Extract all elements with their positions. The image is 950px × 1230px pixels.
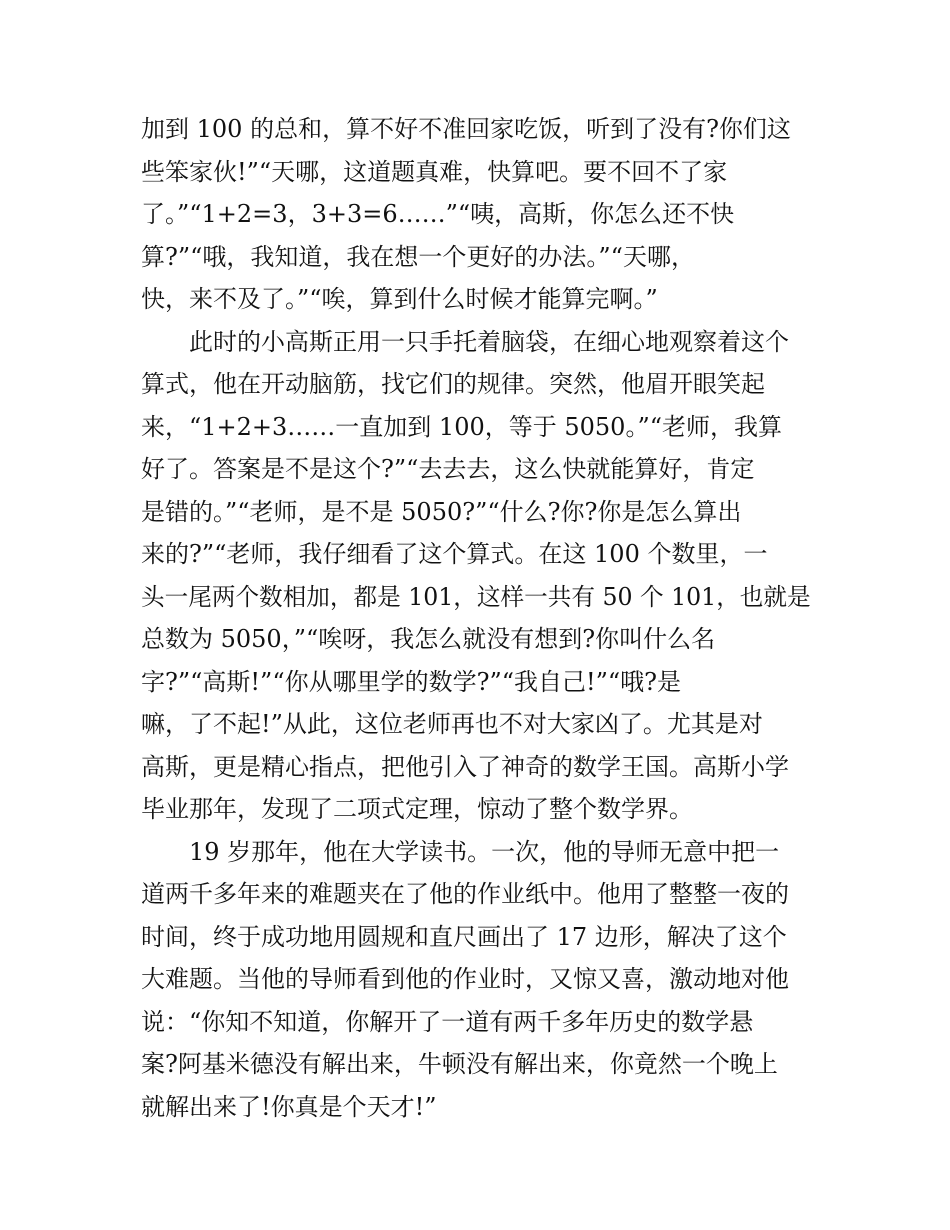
text-line: 是错的。”“老师，是不是 5050?”“什么?你?你是怎么算出	[141, 497, 742, 526]
text-line: 来的?”“老师，我仔细看了这个算式。在这 100 个数里，一	[141, 540, 768, 568]
text-line: 了。”“1+2=3，3+3=6……”“咦，高斯，你怎么还不快	[141, 200, 735, 228]
text-line: 总数为 5050，”“唉呀，我怎么就没有想到?你叫什么名	[141, 625, 716, 653]
text-line: 高斯，更是精心指点，把他引入了神奇的数学王国。高斯小学	[141, 752, 789, 781]
text-line: 字?”“高斯!”“你从哪里学的数学?”“我自己!”“哦?是	[141, 667, 682, 696]
text-line: 此时的小高斯正用一只手托着脑袋，在细心地观察着这个	[141, 327, 789, 356]
text-line: 快，来不及了。”“唉，算到什么时候才能算完啊。”	[141, 285, 658, 313]
text-line: 头一尾两个数相加，都是 101，这样一共有 50 个 101，也就是	[141, 582, 811, 611]
text-line: 案?阿基米德没有解出来，牛顿没有解出来，你竟然一个晚上	[141, 1050, 778, 1078]
text-line: 算?”“哦，我知道，我在想一个更好的办法。”“天哪，	[141, 242, 695, 271]
text-line: 道两千多年来的难题夹在了他的作业纸中。他用了整整一夜的	[141, 880, 789, 908]
text-line: 说：“你知不知道，你解开了一道有两千多年历史的数学悬	[141, 1007, 754, 1036]
text-line: 些笨家伙!”“天哪，这道题真难，快算吧。要不回不了家	[141, 157, 728, 186]
text-line: 时间，终于成功地用圆规和直尺画出了 17 边形，解决了这个	[141, 922, 787, 951]
text-line: 嘛，了不起!”从此，这位老师再也不对大家凶了。尤其是对	[141, 710, 763, 738]
text-line: 19 岁那年，他在大学读书。一次，他的导师无意中把一	[141, 837, 780, 866]
text-line: 就解出来了!你真是个天才!”	[141, 1092, 437, 1121]
text-line: 毕业那年，发现了二项式定理，惊动了整个数学界。	[141, 795, 693, 823]
body-text	[141, 108, 811, 1128]
text-line: 好了。答案是不是这个?”“去去去，这么快就能算好，肯定	[141, 455, 755, 483]
text-line: 算式，他在开动脑筋，找它们的规律。突然，他眉开眼笑起	[141, 370, 765, 398]
text-line: 大难题。当他的导师看到他的作业时，又惊又喜，激动地对他	[141, 965, 789, 993]
text-line: 加到 100 的总和，算不好不准回家吃饭，听到了没有?你们这	[141, 115, 791, 143]
text-line: 来，“1+2+3……一直加到 100，等于 5050。”“老师，我算	[141, 412, 782, 441]
